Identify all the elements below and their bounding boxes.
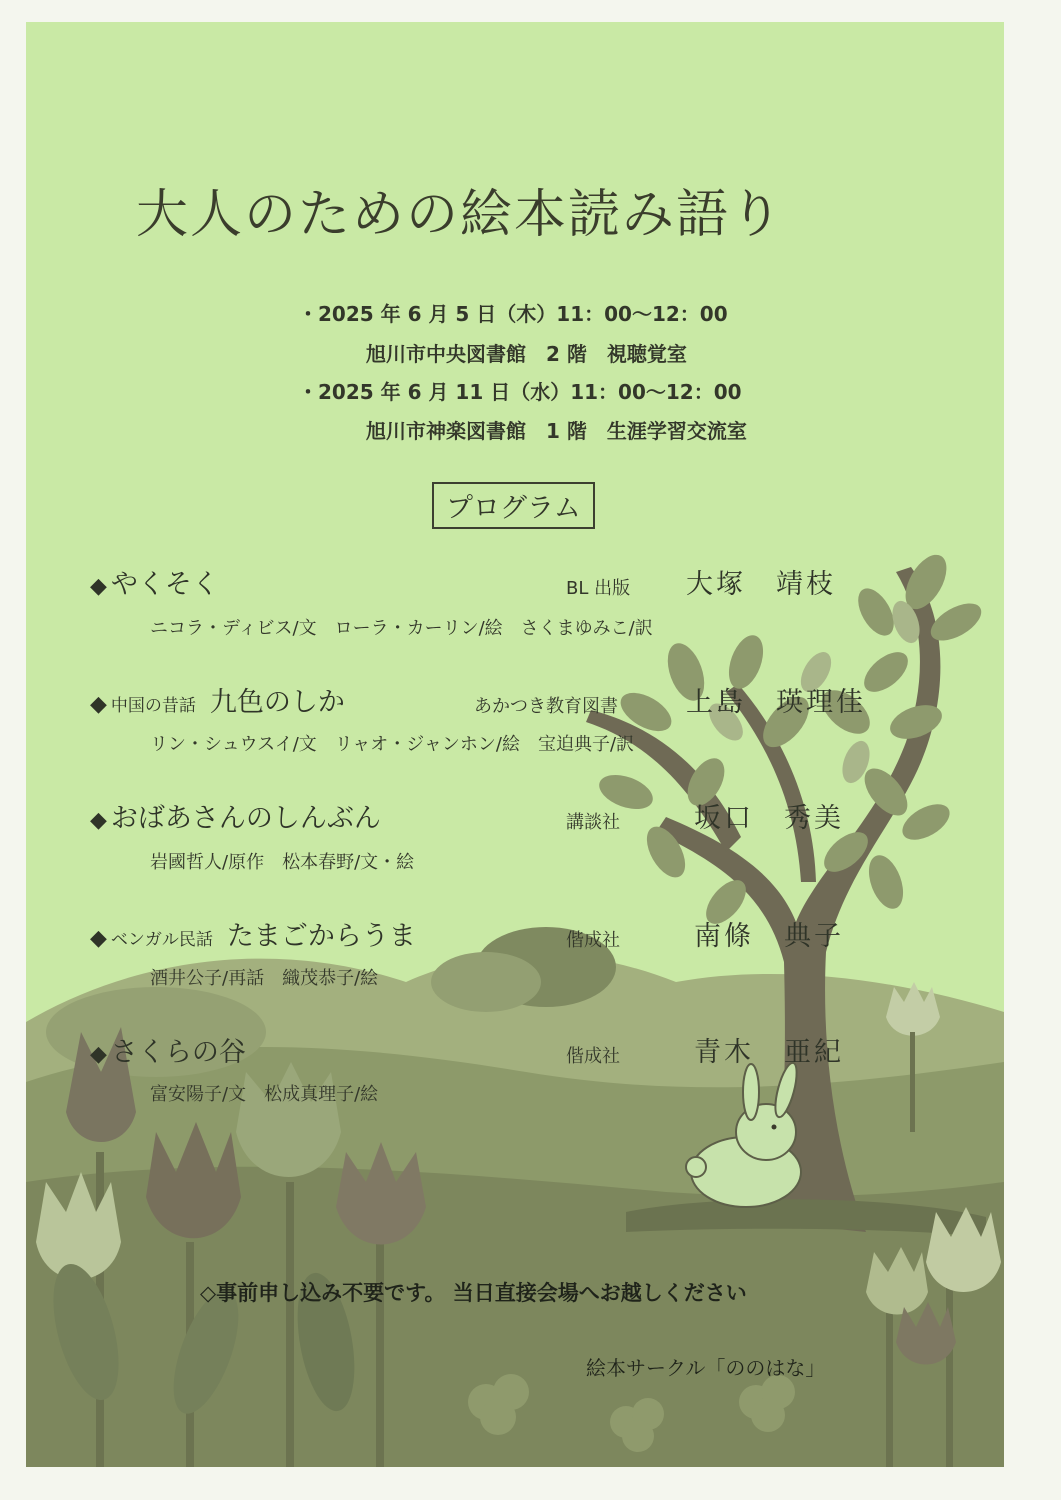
book-reader: 坂口 秀美 bbox=[694, 803, 844, 834]
book-credits: リン・シュウスイ/文 リャオ・ジャンホン/絵 宝迫典子/訳 bbox=[150, 734, 635, 755]
book-publisher: 偕成社 bbox=[566, 930, 620, 951]
schedule-venue-1: 旭川市中央図書館 2 階 視聴覚室 bbox=[366, 342, 687, 366]
book-title: たまごからうま bbox=[226, 921, 416, 952]
book-title: さくらの谷 bbox=[110, 1037, 246, 1068]
book-credits: 酒井公子/再話 織茂恭子/絵 bbox=[150, 968, 379, 989]
book-reader: 大塚 靖枝 bbox=[686, 569, 836, 600]
book-item-5 bbox=[90, 1030, 246, 1069]
bush-2 bbox=[431, 952, 541, 1012]
book-item-3 bbox=[90, 796, 381, 835]
schedule-date-1: ・2025 年 6 月 5 日（木）11：00～12：00 bbox=[298, 302, 728, 326]
book-credits: ニコラ・ディビス/文 ローラ・カーリン/絵 さくまゆみこ/訳 bbox=[150, 618, 653, 639]
book-publisher: 講談社 bbox=[566, 812, 620, 833]
book-item-2 bbox=[90, 680, 345, 719]
book-reader: 南條 典子 bbox=[694, 921, 844, 952]
book-credits: 富安陽子/文 松成真理子/絵 bbox=[150, 1084, 379, 1105]
book-title: おばあさんのしんぶん bbox=[110, 803, 381, 834]
organizer-name: 絵本サークル「ののはな」 bbox=[586, 1356, 826, 1380]
book-title: やくそく bbox=[110, 569, 219, 600]
book-publisher: 偕成社 bbox=[566, 1046, 620, 1067]
notice-text: ◇事前申し込み不要です。 当日直接会場へお越しください bbox=[200, 1281, 747, 1305]
diamond-bullet-icon: ◆ bbox=[90, 692, 107, 717]
program-heading: プログラム bbox=[432, 482, 595, 529]
book-credits: 岩國哲人/原作 松本春野/文・絵 bbox=[150, 852, 415, 873]
diamond-bullet-icon: ◆ bbox=[90, 1042, 107, 1067]
diamond-bullet-icon: ◆ bbox=[90, 926, 107, 951]
diamond-bullet-icon: ◆ bbox=[90, 808, 107, 833]
book-reader: 上島 瑛理佳 bbox=[686, 687, 866, 718]
page-title: 大人のための絵本読み語り bbox=[136, 185, 785, 245]
schedule-venue-2: 旭川市神楽図書館 1 階 生涯学習交流室 bbox=[366, 419, 747, 443]
book-prefix: ベンガル民話 bbox=[110, 930, 213, 950]
book-item-1 bbox=[90, 562, 219, 601]
book-reader: 青木 亜紀 bbox=[694, 1037, 844, 1068]
book-publisher: BL 出版 bbox=[566, 578, 631, 599]
book-publisher: あかつき教育図書 bbox=[474, 696, 618, 717]
book-item-4 bbox=[90, 914, 416, 953]
rabbit-eye bbox=[772, 1125, 777, 1130]
schedule-date-2: ・2025 年 6 月 11 日（水）11：00～12：00 bbox=[298, 380, 742, 404]
book-title: 九色のしか bbox=[209, 687, 345, 718]
flyer-sheet bbox=[26, 22, 1004, 1467]
book-prefix: 中国の昔話 bbox=[110, 696, 196, 716]
diamond-bullet-icon: ◆ bbox=[90, 574, 107, 599]
